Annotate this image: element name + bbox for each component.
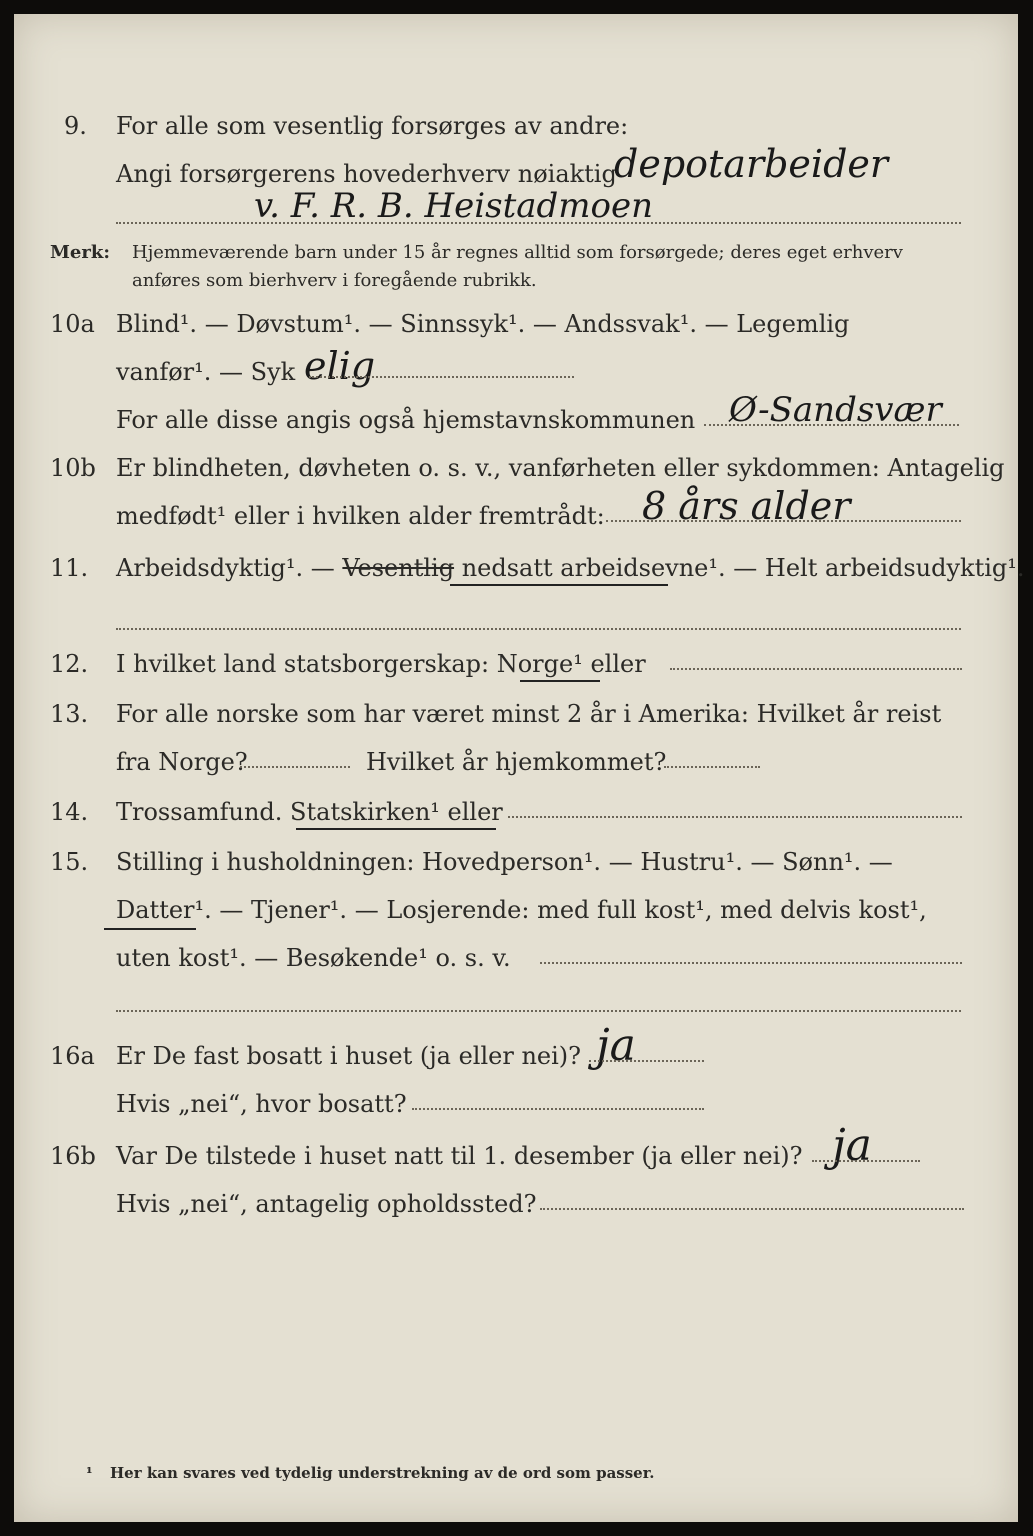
q9-answer-occupation: depotarbeider — [614, 142, 889, 186]
q10a-number: 10a — [50, 310, 95, 338]
q15-underline-mark — [104, 928, 196, 930]
q13-line2b: Hvilket år hjemkommet? — [366, 748, 667, 776]
q14-line1: Trossamfund. Statskirken¹ eller — [116, 798, 503, 826]
q9-line2: Angi forsørgerens hovederhverv nøiaktig — [116, 160, 617, 188]
q12-line1: I hvilket land statsborgerskap: Norge¹ eller — [116, 650, 646, 678]
q16a-line2: Hvis „nei“, hvor bosatt? — [116, 1090, 407, 1118]
q16a-fill-2 — [412, 1108, 704, 1110]
q10b-answer: 8 års alder — [642, 484, 851, 528]
q13-line1: For alle norske som har været minst 2 år i Amerika: Hvilket år reist — [116, 700, 942, 728]
q13-fill-reist — [240, 766, 350, 768]
q10a-syk-fill — [309, 376, 574, 378]
q9-answer-employer: v. F. R. B. Heistadmoen — [254, 186, 654, 226]
q13-number: 13. — [50, 700, 89, 728]
q14-number: 14. — [50, 798, 89, 826]
q11-number: 11. — [50, 554, 89, 582]
q16a-fill — [589, 1060, 704, 1062]
footnote-mark: ¹ — [86, 1464, 93, 1482]
q9-line1: For alle som vesentlig forsørges av andre: — [116, 112, 629, 140]
q13-line2a: fra Norge? — [116, 748, 248, 776]
q16a-number: 16a — [50, 1042, 95, 1070]
q10a-answer-syk: elig — [304, 344, 376, 388]
q15-line1: Stilling i husholdningen: Hovedperson¹. — Hustru¹. — Sønn¹. — — [116, 848, 893, 876]
census-form-page — [14, 14, 1025, 1522]
q16b-line1: Var De tilstede i huset natt til 1. desember (ja eller nei)? — [116, 1142, 803, 1170]
q14-underline-mark — [296, 828, 496, 830]
q16b-number: 16b — [50, 1142, 96, 1170]
q16a-answer: ja — [596, 1020, 636, 1071]
q10a-line1: Blind¹. — Døvstum¹. — Sinnssyk¹. — Andssvak¹. — Legemlig — [116, 310, 850, 338]
q9-number: 9. — [64, 112, 87, 140]
q12-number: 12. — [50, 650, 89, 678]
q10a-line2: vanfør¹. — Syk — [116, 358, 296, 386]
q11-struck-word: Vesentlig — [342, 554, 455, 582]
q11-fill — [116, 628, 961, 630]
q15-fill-2 — [116, 1010, 961, 1012]
q10b-fill — [606, 520, 961, 522]
q11-part1: Arbeidsdyktig¹. — — [116, 554, 343, 582]
q15-fill — [540, 962, 962, 964]
merk-line1: Hjemmeværende barn under 15 år regnes alltid som forsørgede; deres eget erhverv — [132, 242, 903, 263]
q16b-fill-2 — [540, 1208, 964, 1210]
q10a-line3: For alle disse angis også hjemstavnskommunen — [116, 406, 696, 434]
q9-fill-line — [116, 222, 961, 224]
q16a-line1: Er De fast bosatt i huset (ja eller nei)? — [116, 1042, 582, 1070]
q16b-fill — [812, 1160, 920, 1162]
q14-fill — [508, 816, 962, 818]
q15-number: 15. — [50, 848, 89, 876]
q10b-line1: Er blindheten, døvheten o. s. v., vanførheten eller sykdommen: Antagelig — [116, 454, 1005, 482]
q15-line3: uten kost¹. — Besøkende¹ o. s. v. — [116, 944, 511, 972]
q10a-kommune-fill — [704, 424, 959, 426]
merk-line2: anføres som bierhverv i foregående rubrikk. — [132, 270, 537, 291]
q11-underline-mark — [450, 584, 668, 586]
merk-label: Merk: — [50, 242, 110, 263]
q11-line — [116, 554, 1025, 582]
q12-fill — [670, 668, 962, 670]
q16b-line2: Hvis „nei“, antagelig opholdssted? — [116, 1190, 537, 1218]
q11-part2: nedsatt arbeidsevne¹. — Helt arbeidsudyktig¹. — [454, 554, 1025, 582]
q12-underline-mark — [520, 680, 600, 682]
q10b-line2: medfødt¹ eller i hvilken alder fremtrådt: — [116, 502, 605, 530]
footnote-text: Her kan svares ved tydelig understrekning av de ord som passer. — [110, 1464, 655, 1482]
q16b-answer: ja — [832, 1120, 872, 1171]
q10a-answer-kommune: Ø-Sandsvær — [729, 390, 942, 430]
q13-fill-hjem — [664, 766, 760, 768]
q10b-number: 10b — [50, 454, 96, 482]
q15-line2: Datter¹. — Tjener¹. — Losjerende: med full kost¹, med delvis kost¹, — [116, 896, 927, 924]
